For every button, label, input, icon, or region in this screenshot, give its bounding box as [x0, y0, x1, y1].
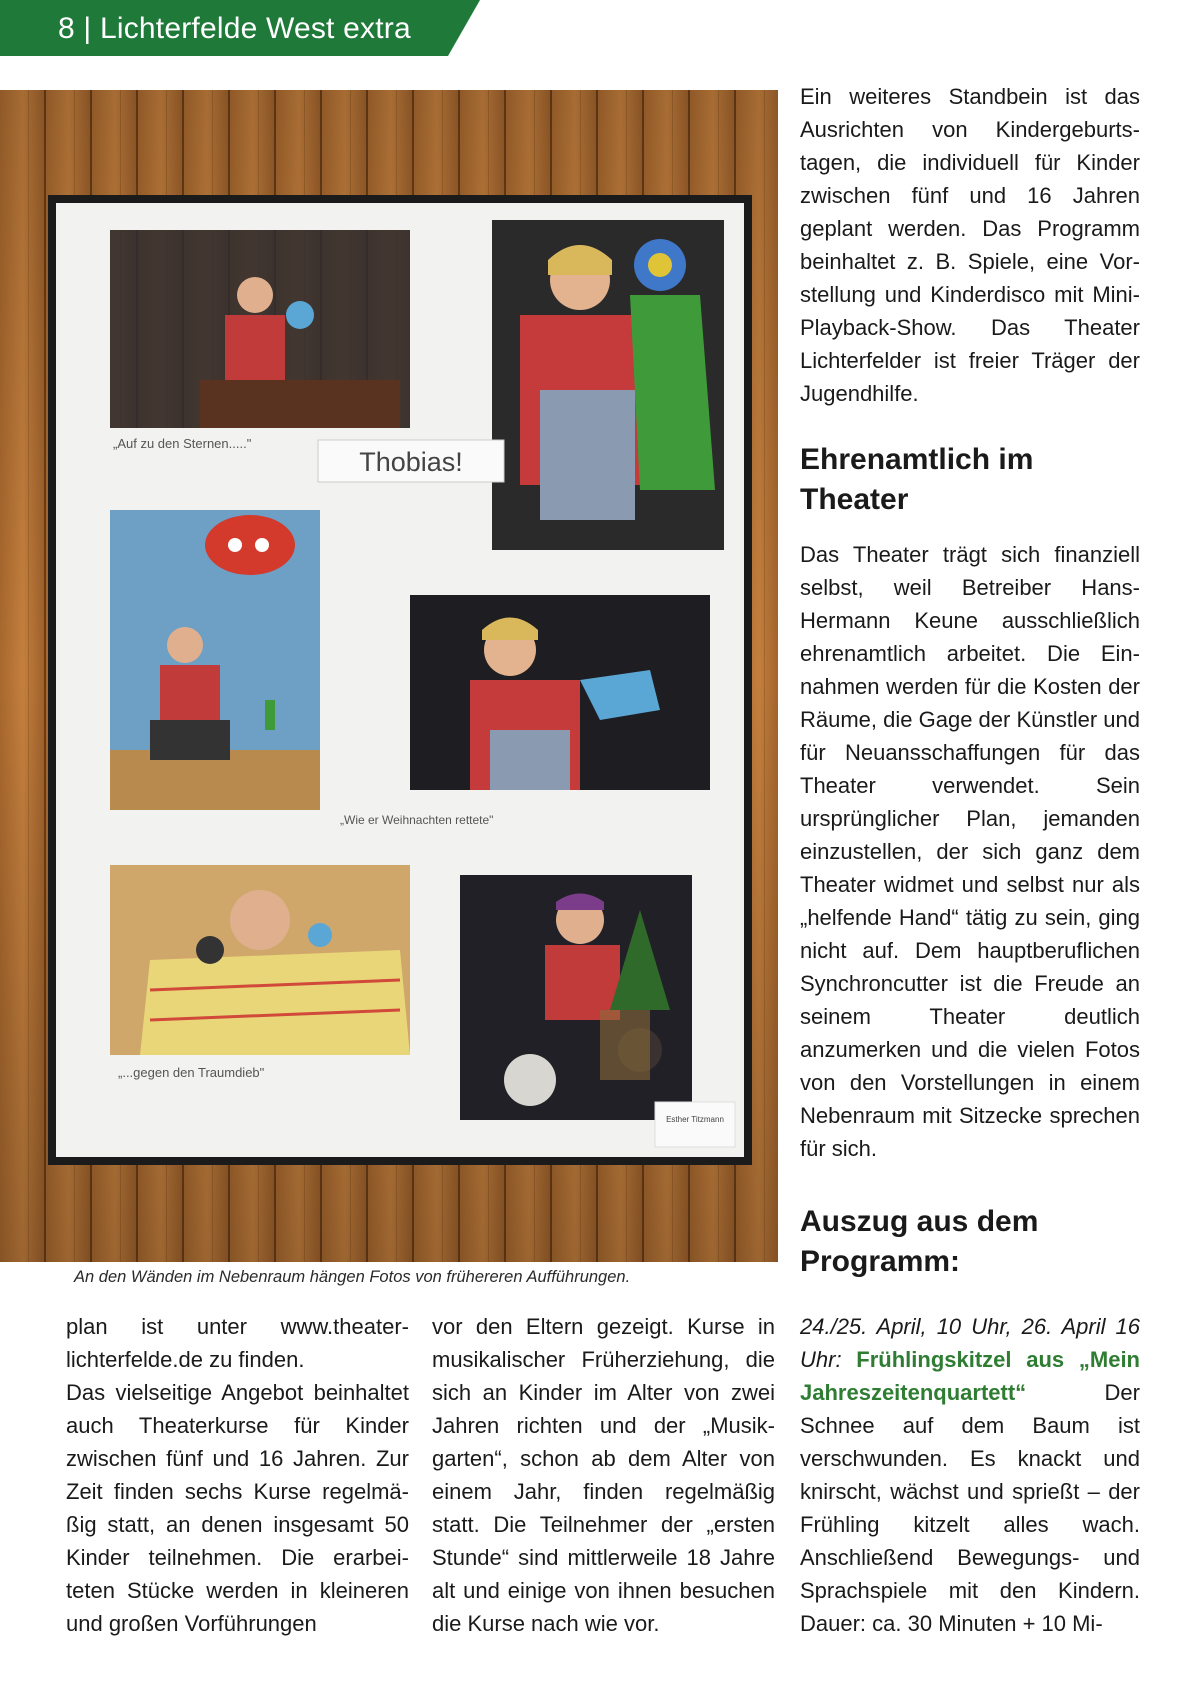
poster-photo-image: [0, 90, 778, 1262]
wall-photo: [0, 90, 778, 1262]
intro-paragraph: [800, 80, 1140, 410]
page-number: 8: [58, 12, 75, 45]
poster-caption-2: „Wie er Weihnachten rettete": [340, 813, 494, 827]
column-3: [800, 1310, 1140, 1640]
poster-title: Thobias!: [359, 447, 463, 477]
column-1: [66, 1310, 409, 1640]
section-header: [0, 0, 480, 56]
heading-auszug: Auszug aus dem Programm:: [800, 1205, 1039, 1278]
paragraph-website: plan ist unter www.theaterlichterfelde.de zu finden.: [66, 1314, 409, 1372]
column-2: [432, 1310, 775, 1640]
poster-caption-1: „Auf zu den Sternen.....": [113, 436, 252, 451]
paragraph-kindergeburtstage: Ein weiteres Standbein ist das Ausrichten von Kindergeburtstagen, die individuell für Kinder zwischen fünf und 16 Jahren geplant werden. Das Programm beinhaltet z. B. Spiele, eine Vorstellung und Kinderdisco mit Mini-Playback-Show. Das Theater Lichterfelder ist freier Träger der Jugendhilfe.: [800, 84, 1140, 406]
paragraph-theaterkurse: Das vielseitige Angebot beinhaltet auch Theaterkurse für Kinder zwischen fünf und 16 Jahren. Zur Zeit finden sechs Kurse regelmäßig statt, an denen insgesamt 50 Kinder teilnehmen. Die erarbeiteten Stücke werden in kleineren und großen Vorführungen: [66, 1380, 409, 1636]
section-name: Lichterfelde West extra: [99, 12, 411, 45]
paragraph-fruherziehung: vor den Eltern gezeigt. Kurse in musikalischer Früherziehung, die sich an Kinder im Alter von zwei Jahren richten und der „Musikgarten“, schon ab dem Alter von einem Jahr, finden regelmäßig statt. Die Teilnehmer der „ersten Stunde“ sind mittlerweile 18 Jahre alt und einige von ihnen besuchen die Kurse nach wie vor.: [432, 1314, 775, 1636]
paragraph-ehrenamtlich: Das Theater trägt sich finanziell selbst, weil Betreiber Hans-Hermann Keune ausschließlich ehrenamtlich arbeitet. Die Einnahmen werden für die Kosten der Räume, die Gage der Künstler und für Neuansschaffungen für das Theater verwendet. Sein ursprünglicher Plan, jemanden einzustellen, der sich ganz dem Theater widmet und selbst nur als „helfende Hand“ tätig zu sein, ging nicht auf. Dem hauptberuflichen Synchroncutter ist die Freude an seinem Theater deutlich anzumerken und die vielen Fotos von den Vorstellungen in einem Nebenraum mit Sitzecke sprechen für sich.: [800, 542, 1140, 1161]
heading-ehrenamtlich: Ehrenamtlich im Theater: [800, 443, 1034, 516]
ehrenamtlich-body: [800, 538, 1140, 1165]
section-auszug: [800, 1202, 1140, 1282]
photographer-label: Esther Titzmann: [666, 1115, 724, 1124]
program-title: Frühlingskitzel aus „Mein Jahreszeitenquartett“: [800, 1347, 1140, 1405]
program-entry: [800, 1310, 1140, 1640]
section-ehrenamtlich: [800, 440, 1140, 1165]
header-separator: |: [74, 12, 100, 45]
header-title: [58, 14, 411, 44]
program-description: Der Schnee auf dem Baum ist verschwunden. Es knackt und knirscht, wächst und sprießt – der Frühling kitzelt alles wach. Anschließend Bewegungs- und Sprachspiele mit den Kindern. Dauer: ca. 30 Minuten + 10 Mi-: [800, 1380, 1140, 1636]
program-date: 24./25. April, 10 Uhr, 26. April 16 Uhr:: [800, 1314, 1140, 1372]
poster-caption-3: „...gegen den Traumdieb": [118, 1065, 265, 1080]
photo-caption: An den Wänden im Nebenraum hängen Fotos von frühereren Aufführungen.: [74, 1268, 631, 1286]
